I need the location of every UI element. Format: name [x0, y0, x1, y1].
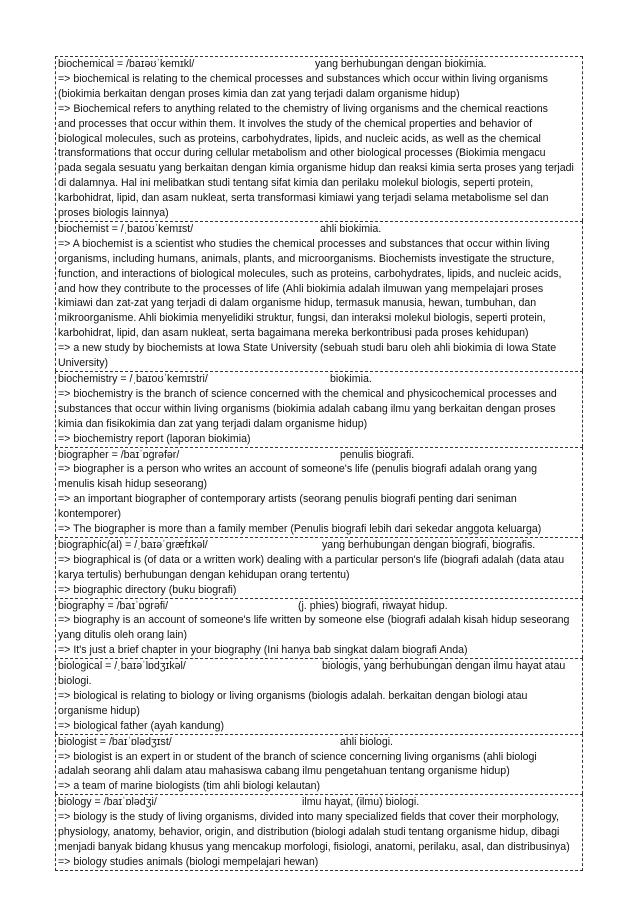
entry-line: adalah seorang ahli dalam atau mahasiswa cabang ilmu pengetahuan tentang organisme hidup): [58, 765, 510, 778]
entry-line: menjadi banyak bidang khusus yang mencakup morfologi, fisiologi, anatomi, perilaku, asal, dan distribusinya): [58, 840, 570, 853]
entry-line: => biographic directory (buku biografi): [58, 583, 237, 596]
entry-meaning: ilmu hayat, (ilmu) biologi.: [302, 796, 420, 809]
entry-header: [58, 538, 580, 553]
entry-term: biographic(al) = /ˌbaɪəˈgræfɪkəl/: [58, 538, 208, 551]
entry-line: => biochemistry is the branch of science concerned with the chemical and physicochemical processes and: [58, 387, 557, 400]
dictionary-entry: [55, 56, 583, 221]
entry-header: [58, 795, 580, 810]
dictionary-entry: [55, 658, 583, 734]
dictionary-entry: [55, 221, 583, 371]
entry-line: kimiawi dan zat-zat yang terjadi di dalam organisme hidup, termasuk manusia, hewan, tumbuhan, dan: [58, 297, 537, 310]
entry-line: => biological father (ayah kandung): [58, 719, 225, 732]
entry-line: pada segala sesuatu yang berkaitan dengan kimia organisme hidup dan reaksi kimia serta proses yang terjadi: [58, 162, 574, 175]
entry-line: substances that occur within living organisms (biokimia adalah cabang ilmu yang berkaitan dengan proses: [58, 402, 556, 415]
entry-line: => biochemistry report (laporan biokimia): [58, 432, 251, 445]
entry-line: => biologist is an expert in or student of the branch of science concerning living organisms (ahli biologi: [58, 750, 537, 763]
entry-header: [58, 599, 580, 614]
entry-line: biologi.: [58, 675, 92, 688]
entry-line: transformations that occur during cellular metabolism and other biological processes (Biokimia mengacu: [58, 147, 546, 160]
entry-line: function, and interactions of biological molecules, such as proteins, carbohydrates, lipids, and nucleic acids,: [58, 267, 562, 280]
entry-meaning: biologis, yang berhubungan dengan ilmu hayat atau: [322, 660, 566, 673]
entry-line: di dalamnya. Hal ini melibatkan studi tentang sifat kimia dan perilaku molekul biologis, seperti protein,: [58, 177, 534, 190]
entry-term: biography = /baɪˈɒgrəfi/: [58, 599, 169, 612]
entry-line: mikroorganisme. Ahli biokimia menyelidiki struktur, fungsi, dan interaksi molekul biologis, seperti protein,: [58, 312, 546, 325]
entry-line: menulis kisah hidup seseorang): [58, 478, 207, 491]
entry-meaning: (j. phies) biografi, riwayat hidup.: [298, 599, 448, 612]
dictionary-page: [55, 56, 583, 871]
entry-header: [58, 448, 580, 463]
entry-line: => biological is relating to biology or living organisms (biologis adalah. berkaitan dengan biologi atau: [58, 689, 528, 702]
entry-term: biographer = /baɪˈɒgrəfər/: [58, 448, 180, 461]
entry-term: biology = /baɪˈɒlədʒi/: [58, 796, 157, 809]
entry-meaning: yang berhubungan dengan biografi, biografis.: [322, 538, 536, 551]
entry-line: => biographer is a person who writes an account of someone's life (penulis biografi adalah orang yang: [58, 463, 538, 476]
entry-line: => a team of marine biologists (tim ahli biologi kelautan): [58, 780, 321, 793]
entry-line: => It's just a brief chapter in your biography (Ini hanya bab singkat dalam biografi Anda): [58, 644, 468, 657]
entry-meaning: penulis biografi.: [340, 448, 415, 461]
dictionary-entry: [55, 794, 583, 871]
entry-line: organisme hidup): [58, 704, 140, 717]
entry-line: and processes that occur within them. It involves the study of the chemical properties and behavior of: [58, 117, 533, 130]
entry-header: [58, 659, 580, 674]
entry-line: karya tertulis) berhubungan dengan kehidupan orang tertentu): [58, 568, 350, 581]
entry-line: => biochemical is relating to the chemical processes and substances which occur within living organisms: [58, 72, 548, 85]
entry-line: University): [58, 357, 109, 370]
entry-line: yang ditulis oleh orang lain): [58, 629, 187, 642]
entry-line: (biokimia berkaitan dengan proses kimia dan zat yang terjadi dalam organisme hidup): [58, 87, 460, 100]
dictionary-entry: [55, 598, 583, 659]
entry-line: => biography is an account of someone's life written by someone else (biografi adalah kisah hidup seseorang: [58, 614, 570, 627]
entry-header: [58, 735, 580, 750]
entry-line: => The biographer is more than a family member (Penulis biografi lebih dari sekedar anggota keluarga): [58, 523, 542, 536]
entry-header: [58, 57, 580, 72]
entry-line: => biology studies animals (biologi mempelajari hewan): [58, 855, 319, 868]
entry-line: => biology is the study of living organisms, divided into many specialized fields that cover their morphology,: [58, 811, 559, 824]
entry-term: biological = /ˌbaɪəˈlɒdʒɪkəl/: [58, 660, 186, 673]
entry-term: biochemistry = /ˌbaɪoʊˈkemɪstri/: [58, 373, 208, 385]
entry-meaning: ahli biokimia.: [320, 222, 382, 235]
dictionary-entry: [55, 447, 583, 537]
dictionary-entry: [55, 537, 583, 598]
entry-line: physiology, anatomy, behavior, origin, and distribution (biologi adalah studi tentang organisme hidup, dibagi: [58, 826, 560, 839]
entry-header: [58, 372, 580, 387]
entry-term: biologist = /baɪˈɒlədʒɪst/: [58, 735, 172, 748]
entry-line: kontemporer): [58, 508, 121, 521]
entry-line: biological molecules, such as proteins, carbohydrates, lipids, and nucleic acids, as well as the chemical: [58, 132, 541, 145]
entry-meaning: ahli biologi.: [340, 735, 394, 748]
dictionary-entry: [55, 734, 583, 795]
entry-meaning: biokimia.: [330, 373, 372, 385]
entry-term: biochemical = /baɪəʊˈkemɪkl/: [58, 58, 195, 70]
entry-line: proses biologis lainnya): [58, 207, 169, 220]
entry-line: kimia dan fisikokimia dan zat yang terjadi dalam organisme hidup): [58, 417, 368, 430]
entry-line: => biographical is (of data or a written work) dealing with a particular person's life (biografi adalah (data atau: [58, 553, 565, 566]
entry-line: => Biochemical refers to anything related to the chemistry of living organisms and the chemical reactions: [58, 102, 548, 115]
dictionary-entry: [55, 371, 583, 447]
entry-line: organisms, including humans, animals, plants, and microorganisms. Biochemists investigate the structure,: [58, 252, 555, 265]
entry-line: => an important biographer of contemporary artists (seorang penulis biografi penting dari seniman: [58, 493, 517, 506]
entry-line: => a new study by biochemists at Iowa State University (sebuah studi baru oleh ahli biokimia di Iowa State: [58, 342, 557, 355]
entry-line: and how they contribute to the processes of life (Ahli biokimia adalah ilmuwan yang mempelajari proses: [58, 282, 544, 295]
entry-line: karbohidrat, lipid, dan asam nukleat, serta bagaimana mereka berkontribusi pada proses kehidupan): [58, 327, 529, 340]
entry-line: karbohidrat, lipid, dan asam nukleat, serta transformasi kimiawi yang terjadi selama metabolisme sel dan: [58, 192, 549, 205]
entry-line: => A biochemist is a scientist who studies the chemical processes and substances that occur within living: [58, 237, 550, 250]
entry-meaning: yang berhubungan dengan biokimia.: [315, 58, 487, 70]
entry-header: [58, 222, 580, 237]
entry-term: biochemist = /ˌbaɪoʊˈkemɪst/: [58, 222, 194, 235]
